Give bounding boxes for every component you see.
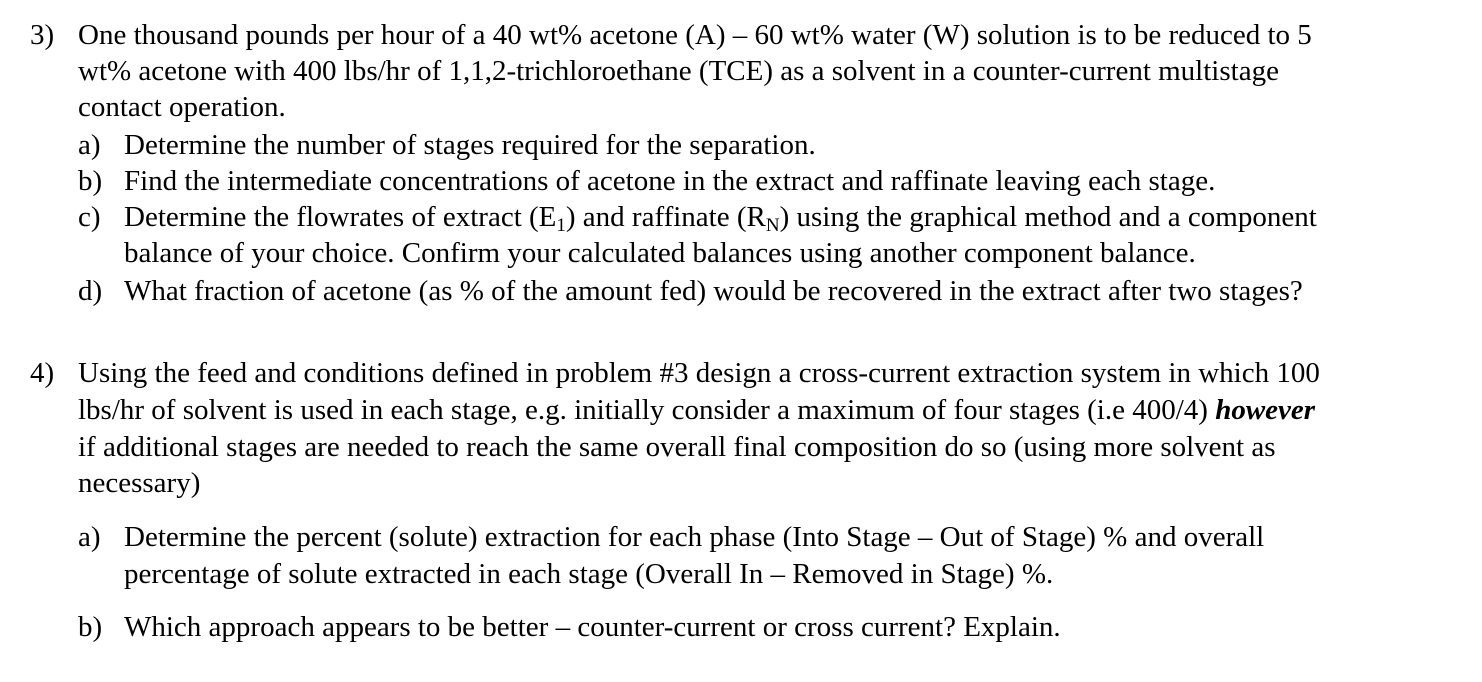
however-emphasis: however [1215,394,1316,426]
problem-4-line-1: Using the feed and conditions defined in problem #3 design a cross-current extraction system in which 100 [78,357,1320,389]
problem-4a-line-1: Determine the percent (solute) extraction for each phase (Into Stage – Out of Stage) % and overall [124,521,1265,553]
problem-4a-label: a) [78,521,101,553]
problem-3d-label: d) [78,275,103,307]
problem-4-line-4: necessary) [78,467,201,499]
problem-3d-text: What fraction of acetone (as % of the amount fed) would be recovered in the extract after two stages? [124,275,1303,307]
problem-4b-text: Which approach appears to be better – counter-current or cross current? Explain. [124,611,1061,643]
rn-subscript: N [765,215,780,236]
problem-3c-text-1: Determine the flowrates of extract (E [124,201,557,233]
problem-3c-line-2: balance of your choice. Confirm your calculated balances using another component balance. [124,237,1196,269]
problem-4-line-2-text: lbs/hr of solvent is used in each stage, e.g. initially consider a maximum of four stages (i.e 400/4) [78,394,1216,426]
problem-4a-line-2: percentage of solute extracted in each stage (Overall In – Removed in Stage) %. [124,558,1054,590]
problem-3-intro-line-2: wt% acetone with 400 lbs/hr of 1,1,2-trichloroethane (TCE) as a solvent in a counter-current multistage [78,55,1279,87]
problem-3c-line-1 [124,199,1317,235]
problem-3b-label: b) [78,165,103,197]
problem-3-intro-line-3: contact operation. [78,91,286,123]
problem-4-line-3: if additional stages are needed to reach the same overall final composition do so (using more solvent as [78,431,1276,463]
problem-4-number: 4) [30,357,55,389]
problem-3c-label: c) [78,201,101,233]
problem-3-intro-line-1: One thousand pounds per hour of a 40 wt% acetone (A) – 60 wt% water (W) solution is to be reduced to 5 [78,19,1312,51]
e1-subscript: 1 [556,215,566,236]
problem-4-line-2 [78,392,1315,428]
problem-3c-text-3: ) using the graphical method and a component [779,201,1317,233]
problem-3c-text-2: ) and raffinate (R [565,201,766,233]
problem-3a-label: a) [78,129,101,161]
problem-3a-text: Determine the number of stages required for the separation. [124,129,816,161]
problem-3b-text: Find the intermediate concentrations of acetone in the extract and raffinate leaving each stage. [124,165,1216,197]
problem-3-number: 3) [30,19,55,51]
problem-4b-label: b) [78,611,103,643]
